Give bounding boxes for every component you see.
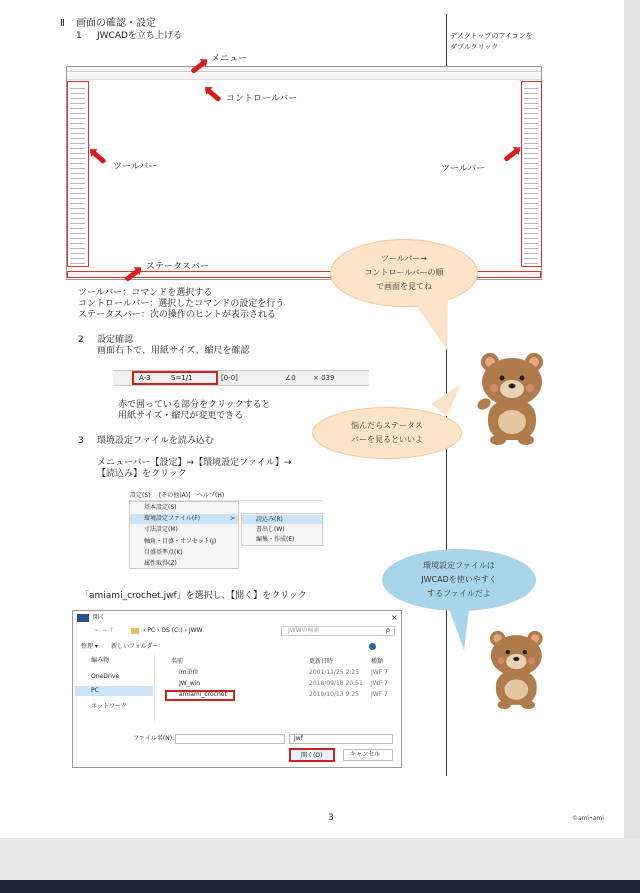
side-note-line2: ダブルクリック <box>450 43 499 51</box>
description-1: ツールバー：コマンドを選択する <box>78 288 213 298</box>
step2-number: 2 <box>78 335 84 345</box>
jwcad-controlbar <box>67 73 541 80</box>
speech-bubble-2 <box>312 407 462 459</box>
new-folder-button[interactable]: 新しいフォルダー <box>111 643 159 650</box>
nav-item-knitting[interactable]: 編み物 <box>91 657 110 664</box>
bottom-bar <box>0 880 640 893</box>
bubble1-line2: コントロールバーの順 <box>364 268 444 277</box>
description-2: コントロールバー：選択したコマンドの設定を行う <box>78 299 285 309</box>
file-type: JWF 7 <box>371 669 388 676</box>
filename-input[interactable] <box>175 734 285 744</box>
dialog-breadcrumb <box>95 627 255 636</box>
filetype-select[interactable] <box>289 734 393 744</box>
open-dialog <box>72 610 402 768</box>
menu-item-axis: 軸角・目盛・オフセット(J) <box>144 538 217 545</box>
column-type[interactable]: 種類 <box>371 658 384 665</box>
dialog-title: 開く <box>93 614 106 621</box>
bubble3-line3: するファイルだよ <box>427 589 491 598</box>
step2-title: 設定確認 <box>97 335 134 345</box>
organize-button[interactable]: 整理 ▾ <box>81 643 98 650</box>
speech-bubble-1 <box>330 239 478 307</box>
file-date: 2001/11/25 2:25 <box>309 669 359 676</box>
copyright: ©ami•ami <box>572 815 604 822</box>
search-icon: ρ <box>386 627 390 634</box>
cancel-button-label: キャンセル <box>350 751 381 758</box>
step2-text: 画面右下で、用紙サイズ、縮尺を確認 <box>97 346 250 356</box>
filetype-value: Jwf <box>294 735 303 742</box>
section-title: 画面の確認・設定 <box>76 18 156 29</box>
step3-text-1: メニューバー【設定】→【環境設定ファイル】→ <box>97 458 292 468</box>
speech-bubble-3 <box>382 549 536 611</box>
file-row-2[interactable] <box>165 680 397 690</box>
open-button[interactable] <box>289 748 335 762</box>
step1-text: JWCADを立ち上げる <box>97 31 182 41</box>
nav-pc-highlight <box>75 686 153 696</box>
side-note-line1: デスクトップのアイコンを <box>450 32 533 40</box>
scrollbar[interactable] <box>624 0 640 838</box>
label-toolbar-right: ツールバー <box>441 164 486 174</box>
file-row-3[interactable] <box>165 691 397 701</box>
menu-bar-other: [その他(A)] <box>159 492 191 499</box>
dialog-path: › PC › OS (C:) › JWW <box>143 627 203 634</box>
file-date: 2019/10/13 9:25 <box>309 691 359 698</box>
bubble2-line1: 悩んだらステータス <box>351 421 423 430</box>
status-paper: A-3 <box>139 374 151 382</box>
column-name[interactable]: 名前 <box>171 658 184 665</box>
file-date: 2018/09/18 20:51 <box>309 680 363 687</box>
menu-screenshot-bar <box>129 491 323 501</box>
search-box[interactable] <box>281 626 395 636</box>
submenu-write: 書出し(W) <box>256 526 285 533</box>
cancel-button[interactable] <box>343 749 393 761</box>
menu-bar-settings: 設定(S) <box>130 492 151 499</box>
bear-illustration <box>484 630 552 710</box>
bubble1-line1: ツールバー→ <box>381 254 427 263</box>
step3-title: 環境設定ファイルを読み込む <box>97 436 214 446</box>
bubble-tail <box>416 294 467 355</box>
nav-item-onedrive[interactable]: OneDrive <box>91 673 120 680</box>
label-menu: メニュー <box>211 54 248 64</box>
jwcad-menubar <box>67 67 541 72</box>
jwcad-toolbar-left <box>67 81 89 267</box>
nav-item-network[interactable]: ネットワーク <box>91 703 128 710</box>
open-instruction: 「amiami_crochet.jwf」を選択し、【開く】をクリック <box>80 591 307 601</box>
nav-item-pc[interactable]: PC <box>91 687 99 694</box>
submenu-read: 読込み(R) <box>256 516 283 523</box>
status-layer: [0-0] <box>221 374 238 382</box>
menu-item-attr: 属性取得(Z) <box>144 560 177 567</box>
nav-pane <box>75 653 155 723</box>
bear-illustration <box>474 352 554 446</box>
search-placeholder: JWWの検索 <box>288 627 320 634</box>
bubble2-line2: バーを見るといいよ <box>351 435 423 444</box>
step3-text-2: 【読込み】をクリック <box>97 469 187 479</box>
help-icon[interactable] <box>369 643 376 650</box>
statusbar-crop <box>113 370 369 386</box>
status-zoom: × 039 <box>313 374 335 382</box>
label-control-bar: コントロールバー <box>226 94 298 104</box>
file-name: JW_win <box>179 680 201 687</box>
bubble3-line2: JWCADを使いやすく <box>421 575 497 584</box>
file-row-1[interactable] <box>165 669 397 679</box>
page-number: 3 <box>328 813 334 823</box>
status-angle: ∠0 <box>285 374 296 382</box>
folder-icon <box>131 628 139 634</box>
column-date[interactable]: 更新日時 <box>309 658 334 665</box>
menu-screenshot <box>129 491 323 569</box>
menu-item-env: 環境設定ファイル(F) <box>144 515 201 522</box>
step3-number: 3 <box>78 436 84 446</box>
submenu-edit: 編集・作成(E) <box>256 536 295 543</box>
filename-label: ファイル名(N): <box>133 735 175 742</box>
env-submenu <box>241 513 323 546</box>
status-scale: S=1/1 <box>171 374 193 382</box>
section-number: Ⅱ <box>60 18 65 29</box>
step2-note-1: 赤で囲っている部分をクリックすると <box>118 400 271 410</box>
menu-item-basic: 基本設定(S) <box>144 504 177 511</box>
label-toolbar-left: ツールバー <box>113 162 158 172</box>
open-button-label: 開く(O) <box>301 752 323 759</box>
menu-bar-help: ヘルプ(H) <box>197 492 225 499</box>
file-type: JWF 7 <box>371 691 388 698</box>
step2-note-2: 用紙サイズ・縮尺が変更できる <box>118 411 244 421</box>
close-icon[interactable]: × <box>391 613 398 622</box>
file-type: JWF 7 <box>371 680 388 687</box>
step1-number: 1 <box>76 31 82 41</box>
menu-item-dim: 寸法設定(M) <box>144 526 178 533</box>
bubble-tail <box>431 378 468 417</box>
jw-app-icon <box>77 614 89 622</box>
bubble3-line1: 環境設定ファイルは <box>423 561 495 570</box>
jwcad-toolbar-right <box>521 81 542 267</box>
submenu-chevron-icon: > <box>230 515 236 522</box>
menu-item-grid: 目盛基準点(K) <box>144 549 183 556</box>
nav-arrows-icon[interactable]: ← → ↑ <box>95 627 114 634</box>
settings-menu <box>129 501 239 569</box>
description-3: ステータスバー：次の操作のヒントが表示される <box>78 310 276 320</box>
label-status-bar: ステータスバー <box>146 262 209 272</box>
file-name: amiami_crochet <box>179 691 227 698</box>
bubble1-line3: で画面を見てね <box>376 282 432 291</box>
file-name: im単位 <box>179 669 199 676</box>
